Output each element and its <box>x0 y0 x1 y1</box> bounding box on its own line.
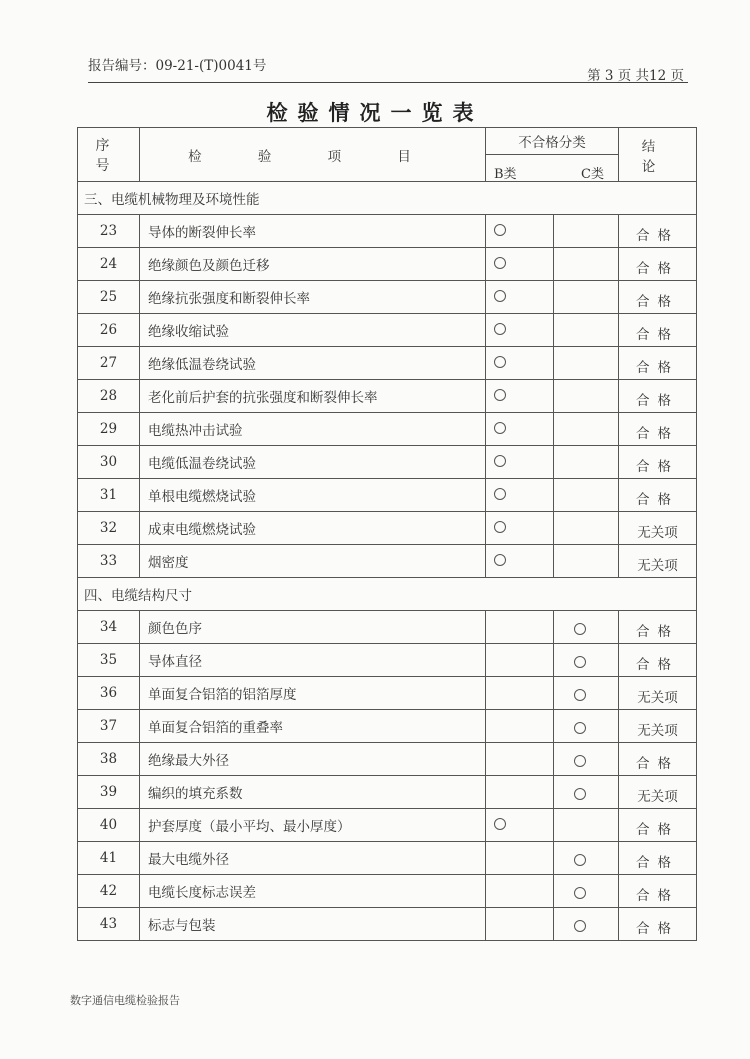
class-c-cell <box>554 512 619 545</box>
conclusion: 合格 <box>619 908 697 941</box>
class-b-cell <box>486 776 554 809</box>
item-name: 导体的断裂伸长率 <box>140 215 486 248</box>
item-name: 绝缘抗张强度和断裂伸长率 <box>140 281 486 314</box>
item-number: 38 <box>78 743 140 776</box>
item-number: 25 <box>78 281 140 314</box>
item-name: 导体直径 <box>140 644 486 677</box>
item-number: 34 <box>78 611 140 644</box>
item-name: 电缆热冲击试验 <box>140 413 486 446</box>
nonconform-mark <box>494 455 506 467</box>
item-name: 编织的填充系数 <box>140 776 486 809</box>
table-row <box>78 908 697 941</box>
class-b-cell <box>486 413 554 446</box>
class-b-cell <box>486 908 554 941</box>
conclusion: 无关项 <box>619 512 697 545</box>
conclusion: 合格 <box>619 413 697 446</box>
item-number: 27 <box>78 347 140 380</box>
item-number: 41 <box>78 842 140 875</box>
item-number: 30 <box>78 446 140 479</box>
class-c-cell <box>554 743 619 776</box>
item-name: 单面复合铝箔的铝箔厚度 <box>140 677 486 710</box>
class-b-cell <box>486 545 554 578</box>
table-row <box>78 776 697 809</box>
table-row <box>78 809 697 842</box>
conclusion: 合格 <box>619 446 697 479</box>
nonconform-mark <box>494 488 506 500</box>
table-row <box>78 380 697 413</box>
class-c-cell <box>554 446 619 479</box>
item-number: 39 <box>78 776 140 809</box>
item-name: 护套厚度（最小平均、最小厚度） <box>140 809 486 842</box>
conclusion: 无关项 <box>619 710 697 743</box>
table-row <box>78 842 697 875</box>
nonconform-mark <box>574 887 586 899</box>
table-row <box>78 479 697 512</box>
class-b-cell <box>486 611 554 644</box>
header-conclusion: 结 论 <box>619 128 697 182</box>
item-number: 26 <box>78 314 140 347</box>
item-name: 电缆长度标志误差 <box>140 875 486 908</box>
class-c-cell <box>554 776 619 809</box>
nonconform-mark <box>494 422 506 434</box>
class-b-cell <box>486 842 554 875</box>
conclusion: 合格 <box>619 842 697 875</box>
item-name: 最大电缆外径 <box>140 842 486 875</box>
item-name: 单根电缆燃烧试验 <box>140 479 486 512</box>
class-b-cell <box>486 512 554 545</box>
class-b-cell <box>486 314 554 347</box>
class-c-cell <box>554 809 619 842</box>
nonconform-mark <box>494 818 506 830</box>
report-number: 报告编号：09-21-(T)0041号 <box>88 58 267 74</box>
header-nonconform: 不合格分类 <box>486 128 619 155</box>
class-b-cell <box>486 644 554 677</box>
header-class-b: B类 <box>494 167 517 182</box>
class-b-cell <box>486 215 554 248</box>
nonconform-mark <box>574 623 586 635</box>
conclusion: 合格 <box>619 380 697 413</box>
item-name: 标志与包装 <box>140 908 486 941</box>
conclusion: 无关项 <box>619 776 697 809</box>
conclusion: 合格 <box>619 347 697 380</box>
item-number: 36 <box>78 677 140 710</box>
conclusion: 合格 <box>619 809 697 842</box>
page-info: 第 3 页 共12 页 <box>587 68 684 84</box>
class-c-cell <box>554 314 619 347</box>
section-row <box>78 578 697 611</box>
conclusion: 合格 <box>619 644 697 677</box>
table-row <box>78 710 697 743</box>
class-c-cell <box>554 908 619 941</box>
class-c-cell <box>554 215 619 248</box>
conclusion: 合格 <box>619 875 697 908</box>
nonconform-mark <box>494 356 506 368</box>
class-b-cell <box>486 809 554 842</box>
section-row <box>78 182 697 215</box>
report-header <box>88 52 688 83</box>
table-row <box>78 248 697 281</box>
header-number: 序 号 <box>78 128 140 182</box>
page-title: 检验情况一览表 <box>266 100 484 125</box>
nonconform-mark <box>494 290 506 302</box>
class-b-cell <box>486 446 554 479</box>
table-row <box>78 314 697 347</box>
item-number: 43 <box>78 908 140 941</box>
class-b-cell <box>486 479 554 512</box>
conclusion: 合格 <box>619 248 697 281</box>
class-c-cell <box>554 677 619 710</box>
header-class-row <box>486 155 619 182</box>
item-number: 35 <box>78 644 140 677</box>
item-name: 颜色色序 <box>140 611 486 644</box>
nonconform-mark <box>494 554 506 566</box>
item-number: 31 <box>78 479 140 512</box>
table-row <box>78 446 697 479</box>
item-name: 单面复合铝箔的重叠率 <box>140 710 486 743</box>
section-title: 四、电缆结构尺寸 <box>78 578 697 611</box>
nonconform-mark <box>574 854 586 866</box>
class-c-cell <box>554 248 619 281</box>
item-number: 37 <box>78 710 140 743</box>
table-row <box>78 512 697 545</box>
conclusion: 合格 <box>619 611 697 644</box>
item-name: 绝缘最大外径 <box>140 743 486 776</box>
class-b-cell <box>486 281 554 314</box>
nonconform-mark <box>574 788 586 800</box>
conclusion: 合格 <box>619 314 697 347</box>
class-c-cell <box>554 545 619 578</box>
item-name: 老化前后护套的抗张强度和断裂伸长率 <box>140 380 486 413</box>
table-row <box>78 347 697 380</box>
table-row <box>78 545 697 578</box>
class-b-cell <box>486 677 554 710</box>
header-class-c: C类 <box>581 167 604 182</box>
nonconform-mark <box>494 257 506 269</box>
class-b-cell <box>486 347 554 380</box>
class-c-cell <box>554 710 619 743</box>
class-b-cell <box>486 875 554 908</box>
class-c-cell <box>554 842 619 875</box>
class-c-cell <box>554 644 619 677</box>
class-c-cell <box>554 380 619 413</box>
item-number: 42 <box>78 875 140 908</box>
inspection-table <box>77 127 697 941</box>
table-row <box>78 413 697 446</box>
item-name: 电缆低温卷绕试验 <box>140 446 486 479</box>
item-number: 40 <box>78 809 140 842</box>
table-row <box>78 281 697 314</box>
conclusion: 合格 <box>619 479 697 512</box>
nonconform-mark <box>494 323 506 335</box>
item-name: 成束电缆燃烧试验 <box>140 512 486 545</box>
table-row <box>78 743 697 776</box>
item-name: 绝缘低温卷绕试验 <box>140 347 486 380</box>
class-c-cell <box>554 281 619 314</box>
footer-text: 数字通信电缆检验报告 <box>70 994 180 1007</box>
item-name: 绝缘收缩试验 <box>140 314 486 347</box>
nonconform-mark <box>574 689 586 701</box>
nonconform-mark <box>574 722 586 734</box>
item-name: 烟密度 <box>140 545 486 578</box>
table-row <box>78 677 697 710</box>
item-number: 28 <box>78 380 140 413</box>
class-b-cell <box>486 710 554 743</box>
item-name: 绝缘颜色及颜色迁移 <box>140 248 486 281</box>
table-row <box>78 875 697 908</box>
item-number: 24 <box>78 248 140 281</box>
conclusion: 无关项 <box>619 545 697 578</box>
header-item: 检 验 项 目 <box>140 128 486 182</box>
item-number: 23 <box>78 215 140 248</box>
class-c-cell <box>554 413 619 446</box>
conclusion: 合格 <box>619 215 697 248</box>
class-b-cell <box>486 248 554 281</box>
table-row <box>78 215 697 248</box>
conclusion: 合格 <box>619 743 697 776</box>
nonconform-mark <box>494 224 506 236</box>
item-number: 29 <box>78 413 140 446</box>
item-number: 32 <box>78 512 140 545</box>
nonconform-mark <box>494 521 506 533</box>
class-b-cell <box>486 743 554 776</box>
class-c-cell <box>554 875 619 908</box>
nonconform-mark <box>574 920 586 932</box>
conclusion: 无关项 <box>619 677 697 710</box>
nonconform-mark <box>574 656 586 668</box>
class-b-cell <box>486 380 554 413</box>
table-row <box>78 611 697 644</box>
item-number: 33 <box>78 545 140 578</box>
nonconform-mark <box>494 389 506 401</box>
class-c-cell <box>554 479 619 512</box>
section-title: 三、电缆机械物理及环境性能 <box>78 182 697 215</box>
class-c-cell <box>554 347 619 380</box>
conclusion: 合格 <box>619 281 697 314</box>
nonconform-mark <box>574 755 586 767</box>
table-row <box>78 644 697 677</box>
class-c-cell <box>554 611 619 644</box>
